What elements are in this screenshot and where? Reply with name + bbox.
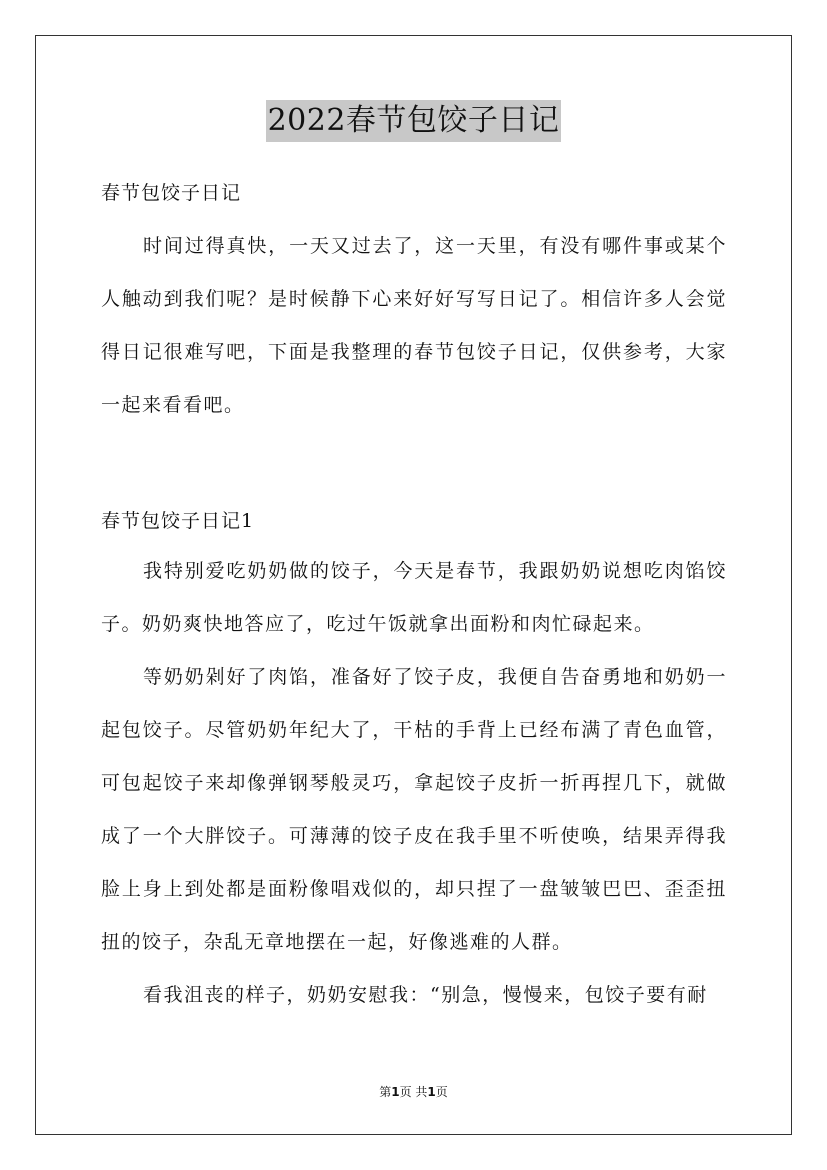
- diary-paragraph: 我特别爱吃奶奶做的饺子，今天是春节，我跟奶奶说想吃肉馅饺子。奶奶爽快地答应了，吃过午饭就拿出面粉和肉忙碌起来。: [101, 560, 727, 635]
- diary-paragraph: 等奶奶剁好了肉馅，准备好了饺子皮，我便自告奋勇地和奶奶一起包饺子。尽管奶奶年纪大了，干枯的手背上已经布满了青色血管，可包起饺子来却像弹钢琴般灵巧，拿起饺子皮折一折再捏几下，就做成了一个大胖饺子。可薄薄的饺子皮在我手里不听使唤，结果弄得我脸上身上到处都是面粉像唱戏似的，却只捏了一盘皱皱巴巴、歪歪扭扭的饺子，杂乱无章地摆在一起，好像逃难的人群。: [101, 666, 727, 953]
- page-mid: 页 共: [399, 1085, 428, 1099]
- section-heading: 春节包饺子日记1: [101, 510, 255, 532]
- page-total: 1: [427, 1085, 436, 1099]
- page-footer: [0, 1083, 827, 1100]
- document-title: 2022春节包饺子日记: [266, 100, 562, 142]
- diary-paragraph: 看我沮丧的样子，奶奶安慰我：“别急，慢慢来，包饺子要有耐: [143, 984, 708, 1006]
- page-current: 1: [391, 1085, 400, 1099]
- document-subtitle: 春节包饺子日记: [101, 182, 242, 204]
- title-container: [0, 100, 827, 142]
- diary-body: [101, 545, 727, 1022]
- intro-block: [101, 220, 727, 432]
- intro-paragraph: 时间过得真快，一天又过去了，这一天里，有没有哪件事或某个人触动到我们呢？是时候静下心来好好写写日记了。相信许多人会觉得日记很难写吧，下面是我整理的春节包饺子日记，仅供参考，大家一起来看看吧。: [101, 235, 727, 416]
- page-prefix: 第: [379, 1085, 392, 1099]
- page-suffix: 页: [435, 1085, 448, 1099]
